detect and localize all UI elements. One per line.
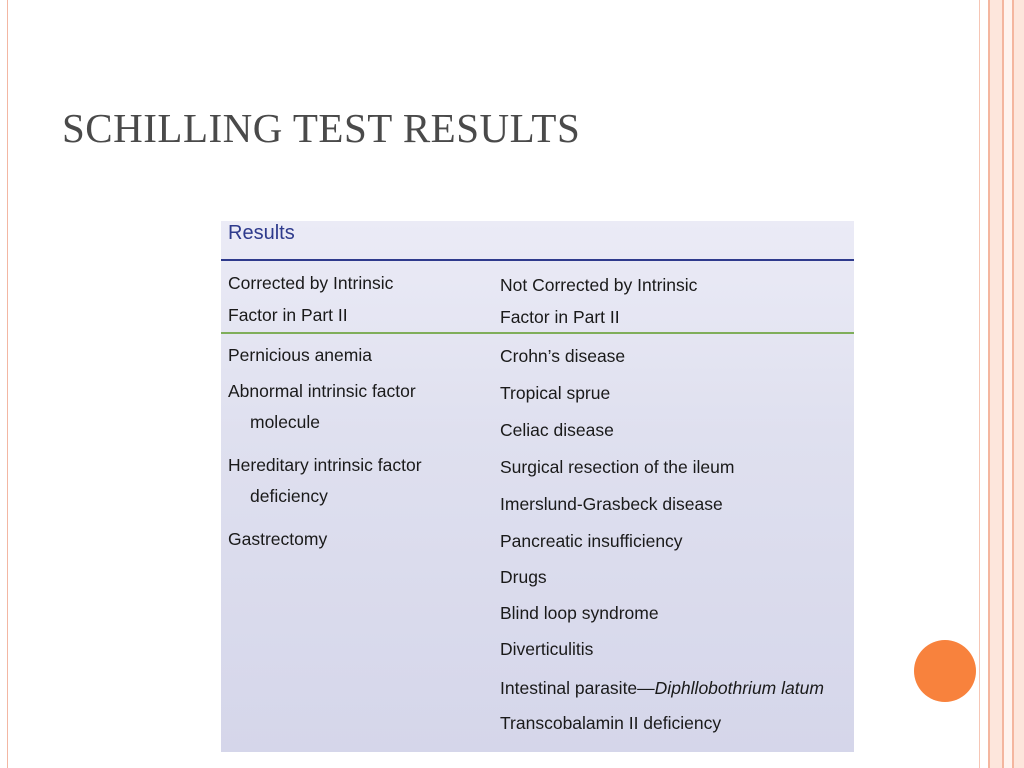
list-item-text: Pernicious anemia xyxy=(228,345,372,365)
list-item-text: Intestinal parasite— xyxy=(500,678,655,698)
col2-header-line1: Not Corrected by Intrinsic xyxy=(500,275,698,295)
list-item-continuation: molecule xyxy=(250,412,321,432)
col1-header-line2: Factor in Part II xyxy=(228,305,348,325)
col2-item-imerslund: Imerslund-Grasbeck disease xyxy=(500,494,723,514)
col2-item-drugs: Drugs xyxy=(500,567,547,587)
slide-title: SCHILLING TEST RESULTS xyxy=(62,105,581,151)
list-item-text: Abnormal intrinsic factor xyxy=(228,381,416,401)
col1-item-pernicious xyxy=(228,340,372,371)
col2-item-transcobalamin: Transcobalamin II deficiency xyxy=(500,713,722,733)
col2-header-line2: Factor in Part II xyxy=(500,307,620,327)
list-item-text: Gastrectomy xyxy=(228,529,328,549)
list-item-text: Hereditary intrinsic factor xyxy=(228,455,422,475)
parasite-species: Diphllobothrium latum xyxy=(654,678,824,698)
col2-item-ileum-resection: Surgical resection of the ileum xyxy=(500,457,735,477)
list-item-continuation: deficiency xyxy=(250,486,328,506)
col1-header xyxy=(228,267,393,331)
col2-item-celiac: Celiac disease xyxy=(500,420,614,440)
orange-circle-decoration xyxy=(914,640,976,702)
col2-item-crohns: Crohn’s disease xyxy=(500,346,626,366)
heading-rule xyxy=(221,259,854,261)
col1-item-abnormal-if xyxy=(228,376,416,438)
col2-header xyxy=(500,269,697,333)
col1-item-hereditary-if xyxy=(228,450,422,512)
col2-item-intestinal-parasite xyxy=(500,673,824,704)
table-heading: Results xyxy=(228,222,295,244)
col2-item-diverticulitis: Diverticulitis xyxy=(500,639,594,659)
col2-item-pancreatic: Pancreatic insufficiency xyxy=(500,531,683,551)
right-decorative-stripes xyxy=(976,0,1024,768)
header-rule xyxy=(221,332,854,334)
col2-item-blind-loop: Blind loop syndrome xyxy=(500,603,659,623)
col2-item-tropical-sprue: Tropical sprue xyxy=(500,383,611,403)
left-border xyxy=(0,0,8,768)
results-table-image xyxy=(221,221,854,752)
col1-item-gastrectomy xyxy=(228,524,327,555)
col1-header-line1: Corrected by Intrinsic xyxy=(228,273,394,293)
